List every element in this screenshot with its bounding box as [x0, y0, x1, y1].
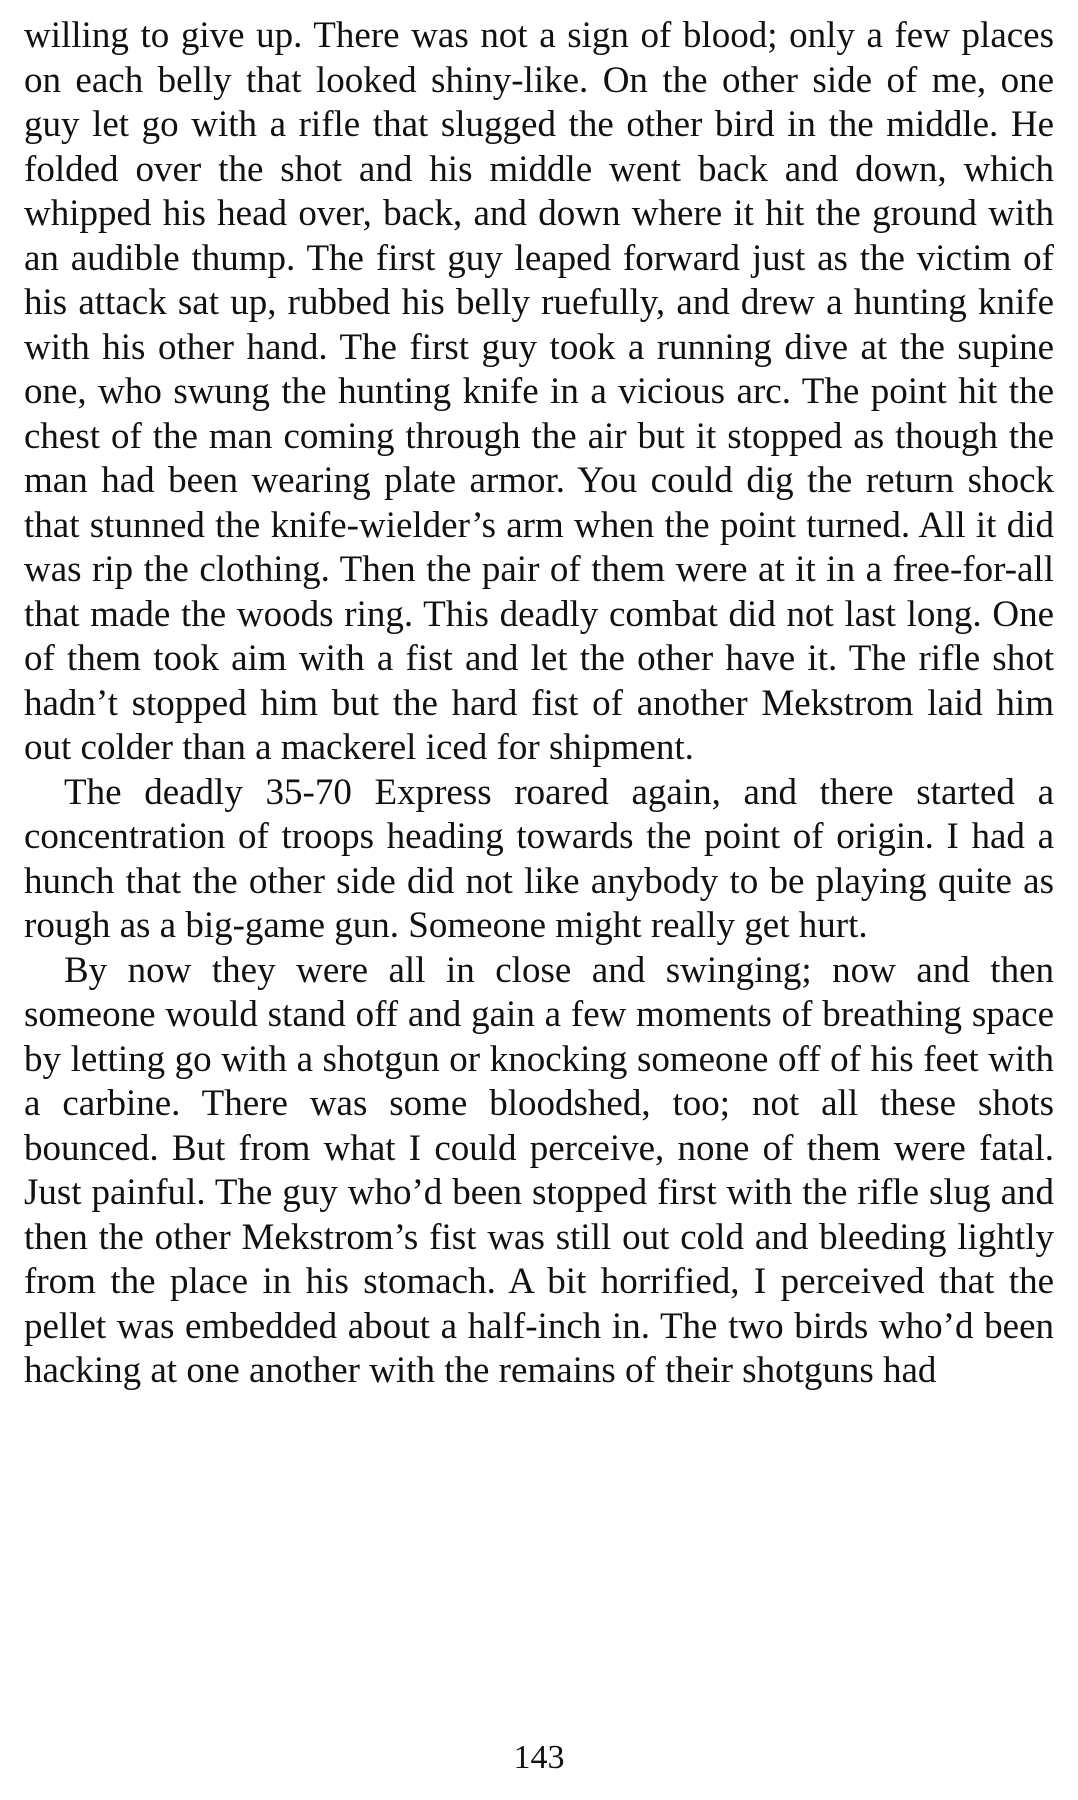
paragraph-3: By now they were all in close and swinging; now and then someone would stand off and gain a few moments of breathing space by letting go with a shotgun or knocking someone off of his feet with a carbine. There was some bloodshed, too; not all these shots bounced. But from what I could perceive, none of them were fatal. Just painful. The guy who’d been stopped first with the rifle slug and then the other Mekstrom’s fist was still out cold and bleeding lightly from the place in his stomach. A bit horrified, I perceived that the pellet was embedded about a half-inch in. The two birds who’d been hacking at one another with the remains of their shotguns had	[24, 949, 1054, 1391]
paragraph-2: The deadly 35-70 Express roared again, and there started a concentration of troops heading towards the point of origin. I had a hunch that the other side did not like anybody to be playing quite as rough as a big-game gun. Someone might really get hurt.	[24, 771, 1054, 946]
paragraph-1: willing to give up. There was not a sign of blood; only a few places on each belly that looked shiny-like. On the other side of me, one guy let go with a rifle that slugged the other bird in the middle. He folded over the shot and his middle went back and down, which whipped his head over, back, and down where it hit the ground with an audible thump. The first guy leaped forward just as the victim of his attack sat up, rubbed his belly ruefully, and drew a hunting knife with his other hand. The first guy took a running dive at the supine one, who swung the hunting knife in a vicious arc. The point hit the chest of the man coming through the air but it stopped as though the man had been wearing plate armor. You could dig the return shock that stunned the knife-wielder’s arm when the point turned. All it did was rip the clothing. Then the pair of them were at it in a free-for-all that made the woods ring. This deadly combat did not last long. One of them took aim with a fist and let the other have it. The rifle shot hadn’t stopped him but the hard fist of another Mekstrom laid him out colder than a mackerel iced for shipment.	[24, 15, 1054, 768]
page-number: 143	[513, 1739, 565, 1776]
body-text	[24, 14, 1054, 1394]
